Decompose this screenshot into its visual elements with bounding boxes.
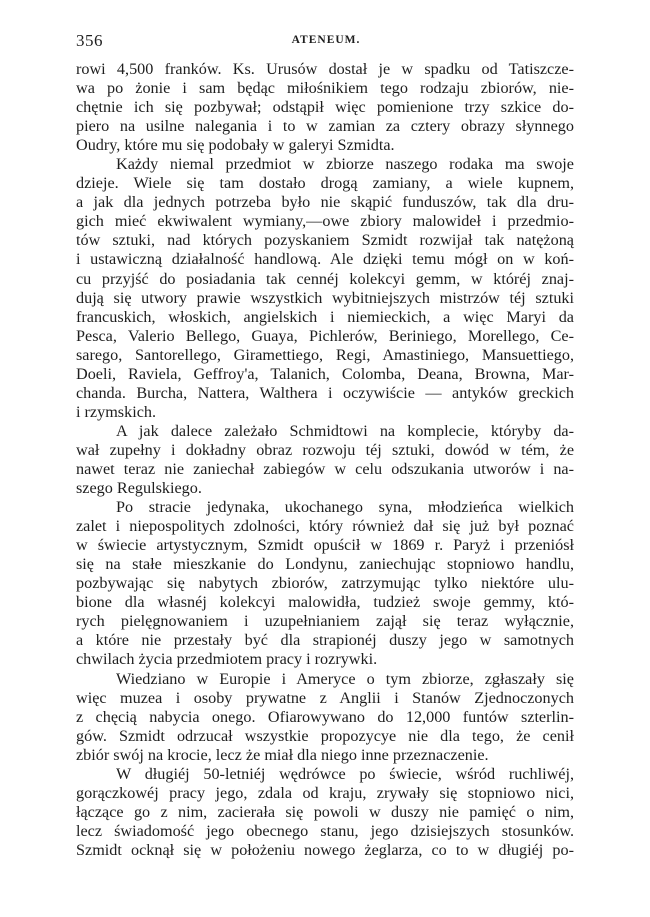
text-line: rych pielęgnowaniem i uzupełnianiem zajął się teraz wyłącznie, bbox=[76, 612, 574, 631]
text-line: rowi 4,500 franków. Ks. Urusów dostał je w spadku od Tatiszcze- bbox=[76, 60, 574, 78]
text-line: szego Regulskiego. bbox=[76, 479, 202, 498]
text-line: A jak dalece zależało Schmidtowi na komplecie, któryby da- bbox=[116, 421, 574, 440]
text-line: Oudry, które mu się podobały w galeryi Szmidta. bbox=[76, 136, 395, 155]
text-line: nawet teraz nie zaniechał zabiegów w celu odszukania utworów i na- bbox=[76, 459, 574, 478]
page-number: 356 bbox=[76, 31, 103, 50]
text-line: gów. Szmidt odrzucał wszystkie propozycye nie dla tego, że cenił bbox=[76, 726, 574, 745]
text-line: Każdy niemal przedmiot w zbiorze naszego rodaka ma swoje bbox=[116, 155, 574, 174]
text-line: gorączkowéj pracy jego, zdala od kraju, zrywały się stopniowo nici, bbox=[76, 783, 574, 802]
text-line: bione dla własnéj kolekcyi malowidła, tudzież swoje gemmy, któ- bbox=[76, 593, 574, 612]
body-text bbox=[76, 60, 574, 860]
text-line: więc muzea i osoby prywatne z Anglii i Stanów Zjednoczonych bbox=[76, 688, 574, 707]
text-line: Doeli, Raviela, Geffroy'a, Talanich, Colomba, Deana, Browna, Mar- bbox=[76, 364, 574, 383]
text-line: z chęcią nabycia onego. Ofiarowywano do 12,000 funtów szterlin- bbox=[76, 707, 574, 726]
text-line: zbiór swój na krocie, lecz że miał dla niego inne przeznaczenie. bbox=[76, 745, 489, 764]
running-title: ATENEUM. bbox=[291, 34, 361, 46]
text-line: Po stracie jedynaka, ukochanego syna, młodzieńca wielkich bbox=[116, 498, 574, 517]
text-line: francuskich, włoskich, angielskich i niemieckich, a więc Maryi da bbox=[76, 307, 574, 326]
text-line: Pesca, Valerio Bellego, Guaya, Pichlerów, Beriniego, Morellego, Ce- bbox=[76, 326, 574, 345]
text-line: dują się utwory prawie wszystkich wybitniejszych mistrzów téj sztuki bbox=[76, 288, 574, 307]
text-line: wał zupełny i dokładny obraz rozwoju téj sztuki, dowód w tém, że bbox=[76, 440, 574, 459]
text-line: w świecie artystycznym, Szmidt opuścił w 1869 r. Paryż i przeniósł bbox=[76, 536, 574, 555]
text-line: dzieje. Wiele się tam dostało drogą zamiany, a wiele kupnem, bbox=[76, 174, 574, 193]
text-line: zalet i niepospolitych zdolności, który również dał się już był poznać bbox=[76, 517, 574, 536]
text-line: piero na usilne nalegania i to w zamian za cztery obrazy słynnego bbox=[76, 117, 574, 136]
text-line: cu przyjść do posiadania tak cennéj kolekcyi gemm, w któréj znaj- bbox=[76, 269, 574, 288]
text-line: sarego, Santorellego, Giramettiego, Regi, Amastiniego, Mansuettiego, bbox=[76, 345, 574, 364]
text-line: i rzymskich. bbox=[76, 402, 157, 421]
page-header bbox=[76, 31, 576, 51]
text-line: gich mieć ekwiwalent wymiany,—owe zbiory malowideł i przedmio- bbox=[76, 212, 574, 231]
text-line: łączące go z nim, zacierała się powoli w duszy nie pamięć o nim, bbox=[76, 802, 574, 821]
text-line: a które nie przestały być dla strapionéj duszy jego w samotnych bbox=[76, 631, 574, 650]
text-line: a jak dla jednych potrzeba było nie skąpić funduszów, tak dla dru- bbox=[76, 193, 574, 212]
text-line: tów sztuki, nad których pozyskaniem Szmidt rozwijał tak natężoną bbox=[76, 231, 574, 250]
text-line: i ustawiczną działalność handlową. Ale dzięki temu mógł on w koń- bbox=[76, 250, 574, 269]
text-line: się na stałe mieszkanie do Londynu, zaniechując stopniowo handlu, bbox=[76, 555, 574, 574]
text-line: wa po żonie i sam będąc miłośnikiem tego rodzaju zbiorów, nie- bbox=[76, 79, 574, 98]
text-line: Szmidt ocknął się w położeniu nowego żeglarza, co to w długiéj po- bbox=[76, 840, 574, 859]
text-line: pozbywając się nabytych zbiorów, zatrzymując tylko niektóre ulu- bbox=[76, 574, 574, 593]
text-line: chętnie ich się pozbywał; odstąpił więc pomienione trzy szkice do- bbox=[76, 98, 574, 117]
text-line: chwilach życia przedmiotem pracy i rozrywki. bbox=[76, 650, 378, 669]
text-line: W długiéj 50-letniéj wędrówce po świecie, wśród ruchliwéj, bbox=[116, 764, 574, 783]
text-line: Wiedziano w Europie i Ameryce o tym zbiorze, zgłaszały się bbox=[116, 669, 574, 688]
text-line: chanda. Burcha, Nattera, Walthera i oczywiście — antyków greckich bbox=[76, 383, 574, 402]
text-line: lecz świadomość jego obecnego stanu, jego dzisiejszych stosunków. bbox=[76, 821, 574, 840]
